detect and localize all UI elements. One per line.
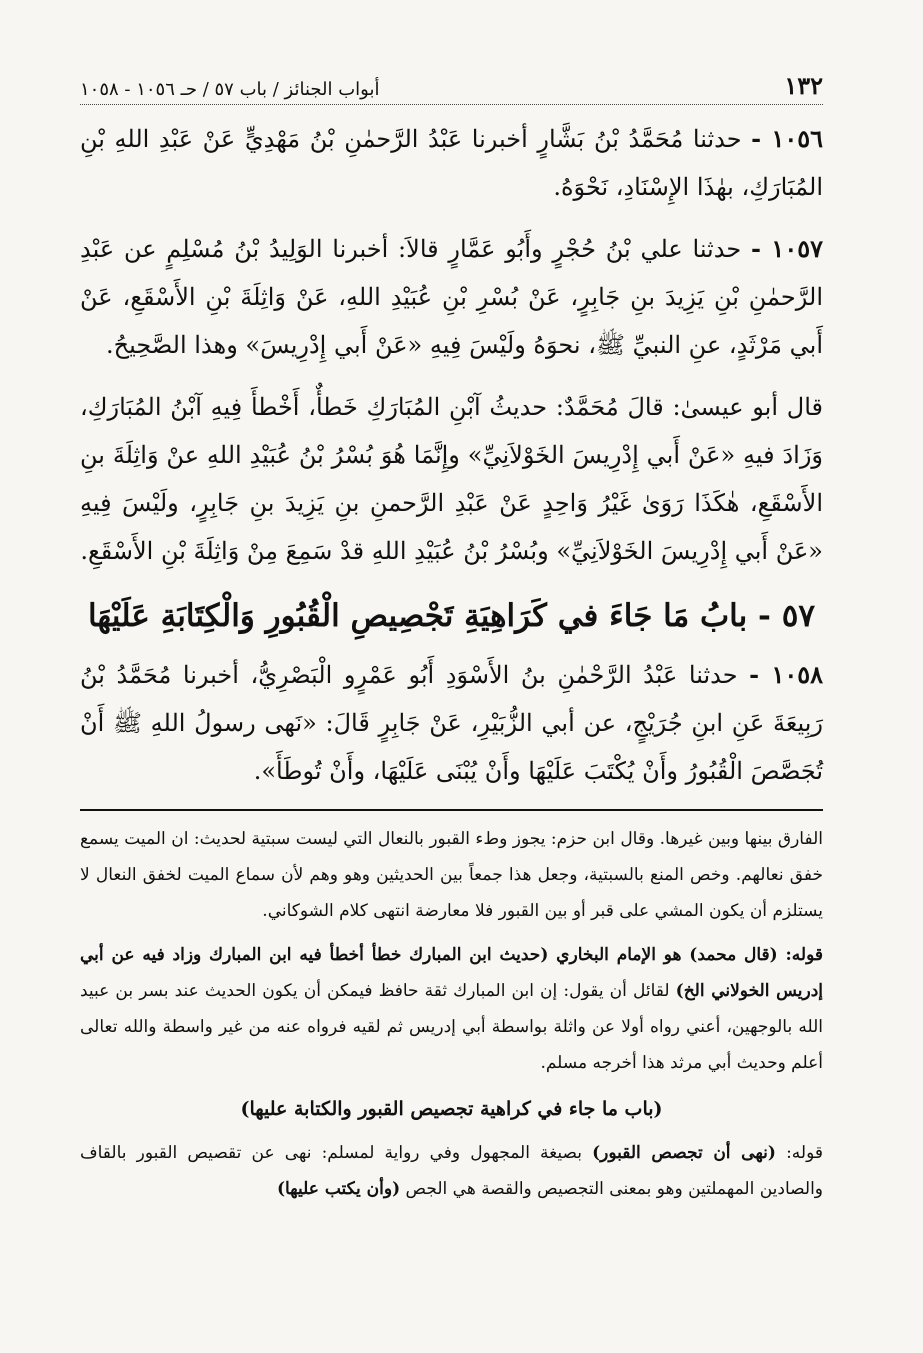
quoted-phrase: (وأن يكتب عليها): [276, 1179, 401, 1199]
chapter-title: ٥٧ - بابُ مَا جَاءَ في كَرَاهِيَةِ تَجْصِيصِ الْقُبُورِ وَالْكِتَابَةِ عَلَيْهَا: [87, 598, 816, 634]
commentary: [80, 821, 823, 1207]
page-header: [80, 66, 823, 105]
commentary-paragraph: [80, 1135, 823, 1207]
footnote-separator: [80, 809, 823, 811]
commentary-text: قوله:: [786, 1143, 824, 1163]
commentary-text: بصيغة المجهول وفي رواية لمسلم: نهى عن تقصيص القبور بالقاف والصادين المهملتين وهو بمعنى التجصيص والقصة هي الجص: [80, 1143, 823, 1199]
commentary-text: لقائل أن يقول: إن ابن المبارك ثقة حافظ فيمكن أن يكون الحديث عند بسر بن عبيد الله بالوجهين، أعني رواه أولا عن واثلة بواسطة أبي إدريس ثم لقيه فرواه عنه من غير واسطة والله تعالى أعلم وحديث أبي مرثد هذا أخرجه مسلم.: [80, 981, 823, 1073]
running-title: أبواب الجنائز / باب ٥٧ / حـ ١٠٥٦ - ١٠٥٨: [80, 79, 380, 100]
quoted-phrase: (نهى أن تجصص القبور): [592, 1143, 776, 1163]
hadith-text: حدثنا مُحَمَّدُ بْنُ بَشَّارٍ أخبرنا عَبْدُ الرَّحمٰنِ بْنُ مَهْدِيٍّ عَنْ عَبْدِ اللهِ بْنِ المُبَارَكِ، بهٰذَا الإِسْنَادِ، نَحْوَهُ.: [80, 125, 823, 201]
hadith-1057: [80, 225, 823, 369]
main-text: [80, 115, 823, 795]
page-number: ١٣٢: [784, 71, 823, 100]
hadith-text: حدثنا علي بْنُ حُجْرٍ وأَبُو عَمَّارٍ قالاَ: أخبرنا الوَلِيدُ بْنُ مُسْلِمٍ عن عَبْدِ الرَّحمٰنِ بْنِ يَزِيدَ بنِ جَابِرٍ، عَنْ بُسْرِ بْنِ عُبَيْدِ اللهِ، عَنْ وَاثِلَةَ بْنِ الأَسْقَعِ، عَنْ أَبي مَرْثَدٍ، عنِ النبيِّ ﷺ، نحوَهُ ولَيْسَ فِيهِ «عَنْ أَبي إِدْرِيسَ» وهذا الصَّحِيحُ.: [80, 235, 823, 359]
quoted-phrase: قوله: (قال محمد) هو الإمام البخاري (حديث ابن المبارك خطأ أخطأ فيه ابن المبارك وزاد فيه عن أبي إدريس الخولاني الخ): [80, 945, 823, 1001]
hadith-1058: [80, 651, 823, 795]
hadith-text: حدثنا عَبْدُ الرَّحْمٰنِ بنُ الأَسْوَدِ أَبُو عَمْرٍو الْبَصْرِيُّ، أخبرنا مُحَمَّدُ بْنُ رَبِيعَةَ عَنِ ابنِ جُرَيْجٍ، عن أبي الزُّبَيْرِ، عَنْ جَابِرٍ قَالَ: «نَهى رسولُ اللهِ ﷺ أَنْ تُجَصَّصَ الْقُبُورُ وأَنْ يُكْتَبَ عَلَيْهَا وأَنْ يُبْنَى عَلَيْهَا، وأَنْ تُوطَأَ».: [80, 661, 823, 785]
hadith-1056: [80, 115, 823, 211]
hadith-number: ١٠٥٧ -: [750, 234, 823, 263]
hadith-number: ١٠٥٦ -: [751, 124, 823, 153]
hadith-number: ١٠٥٨ -: [749, 660, 823, 689]
section-heading: (باب ما جاء في كراهية تجصيص القبور والكتابة عليها): [240, 1098, 663, 1120]
commentary-paragraph: [80, 937, 823, 1081]
commentary-paragraph: الفارق بينها وبين غيرها. وقال ابن حزم: يجوز وطء القبور بالنعال التي ليست سبتية لحديث: ان الميت يسمع خفق نعالهم. وخص المنع بالسبتية، وجعل هذا جمعاً بين الحديثين وهو وهم لأن سماع الميت لخفق النعال لا يستلزم أن يكون المشي على قبر أو بين القبور فلا معارضة انتهى كلام الشوكاني.: [80, 829, 823, 921]
abu-isa-comment: قال أبو عيسىٰ: قالَ مُحَمَّدٌ: حديثُ آبْنِ المُبَارَكِ خَطأٌ، أَخْطأَ فِيهِ آبْنُ المُبَارَكِ، وَزَادَ فيهِ «عَنْ أَبي إِدْرِيسَ الخَوْلاَنِيِّ» وإِنَّمَا هُوَ بُسْرُ بْنُ عُبَيْدِ اللهِ عنْ وَاثِلَةَ بنِ الأَسْقَعِ، هٰكَذَا رَوَىٰ غَيْرُ وَاحِدٍ عَنْ عَبْدِ الرَّحمنِ بنِ يَزِيدَ بنِ جَابِرٍ، ولَيْسَ فِيهِ «عَنْ أَبي إِدْرِيسَ الخَوْلاَنِيِّ» وبُسْرُ بْنُ عُبَيْدِ اللهِ قدْ سَمِعَ مِنْ وَاثِلَةَ بْنِ الأَسْقَعِ.: [80, 393, 823, 565]
